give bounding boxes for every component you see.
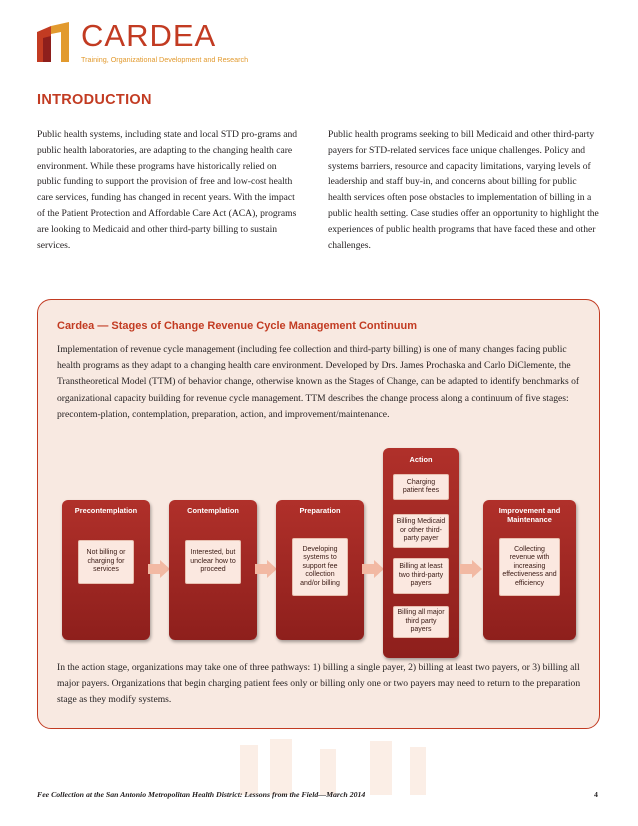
action-item-charging: Charging patient fees [393,474,449,500]
callout-footer-text: In the action stage, organizations may take one of three pathways: 1) billing a single payer, 2) billing at least two payers, or 3) billing all major payers. Organizations that begin charging patient fees only or billing only one or two payers may need to return to the preparation stage as they modify systems. [57,662,581,706]
action-item-all-payers: Billing all major third party payers [393,606,449,638]
arrow-right-icon [362,560,384,578]
arrow-right-icon [148,560,170,578]
stage-description: Collecting revenue with increasing effectiveness and efficiency [499,538,560,596]
stage-description: Interested, but unclear how to proceed [185,540,241,584]
section-title: INTRODUCTION [37,92,152,108]
stage-contemplation [169,500,257,640]
stage-label: Action [409,455,433,464]
stages-of-change-diagram [62,448,576,658]
cardea-watermark-icon [230,735,450,795]
stage-label: Precontemplation [74,506,138,515]
stage-precontemplation [62,500,150,640]
stage-action [383,448,459,658]
callout-body: Implementation of revenue cycle management (including fee collection and third-party billing) is one of many changes facing public health programs as they adapt to a changing health care environment. Developed by Drs. James Prochaska and Carlo DiClemente, the Transtheoretical Model (TTM) of behavior change, otherwise known as the Stages of Change, can be adapted to identify benchmarks of organizational capacity building for revenue cycle management. TTM describes the change process along a continuum of five stages: precontem-plation, contemplation, preparation, action, and improvement/maintenance. [57,344,580,420]
action-item-single-payer: Billing Medicaid or other third-party payer [393,514,449,548]
page-number: 4 [594,790,598,799]
action-item-two-payers: Billing at least two third-party payers [393,558,449,594]
callout-title: Cardea — Stages of Change Revenue Cycle Management Continuum [57,320,418,332]
stage-description: Developing systems to support fee collection and/or billing [292,538,348,596]
footer-text: Fee Collection at the San Antonio Metropolitan Health District: Lessons from the Field—March 2014 [37,790,366,799]
cardea-logo [37,18,297,70]
logo-tagline: Training, Organizational Development and Research [81,55,249,64]
intro-right-paragraph: Public health programs seeking to bill Medicaid and other third-party payers for STD-related services face unique challenges. Policy and systems barriers, resource and capacity limitations, varying levels of leadership and staff buy-in, and concerns about billing for public health services often pose obstacles to implementation of billing in a public health setting. Case studies offer an opportunity to highlight the experiences of public health programs that have faced these and other challenges. [328,129,599,251]
arrow-right-icon [460,560,482,578]
stage-label: Preparation [299,506,341,515]
intro-left-paragraph: Public health systems, including state and local STD pro-grams and public health laboratories, are adapting to the changing health care environment. While these programs have historically relied on public funding to support the provision of free and low-cost health care services, funding has changed in recent years. With the impact of the Patient Protection and Affordable Care Act (ACA), programs are looking to Medicaid and other third-party billing to sustain services. [37,129,298,251]
arrow-right-icon [255,560,277,578]
cardea-logo-icon [37,22,73,62]
logo-wordmark: CARDEA [81,18,217,53]
stage-description: Not billing or charging for services [78,540,134,584]
stage-preparation [276,500,364,640]
stage-label: Improvement and Maintenance [498,506,561,524]
stage-improvement-maintenance [483,500,576,640]
stage-label: Contemplation [187,506,239,515]
